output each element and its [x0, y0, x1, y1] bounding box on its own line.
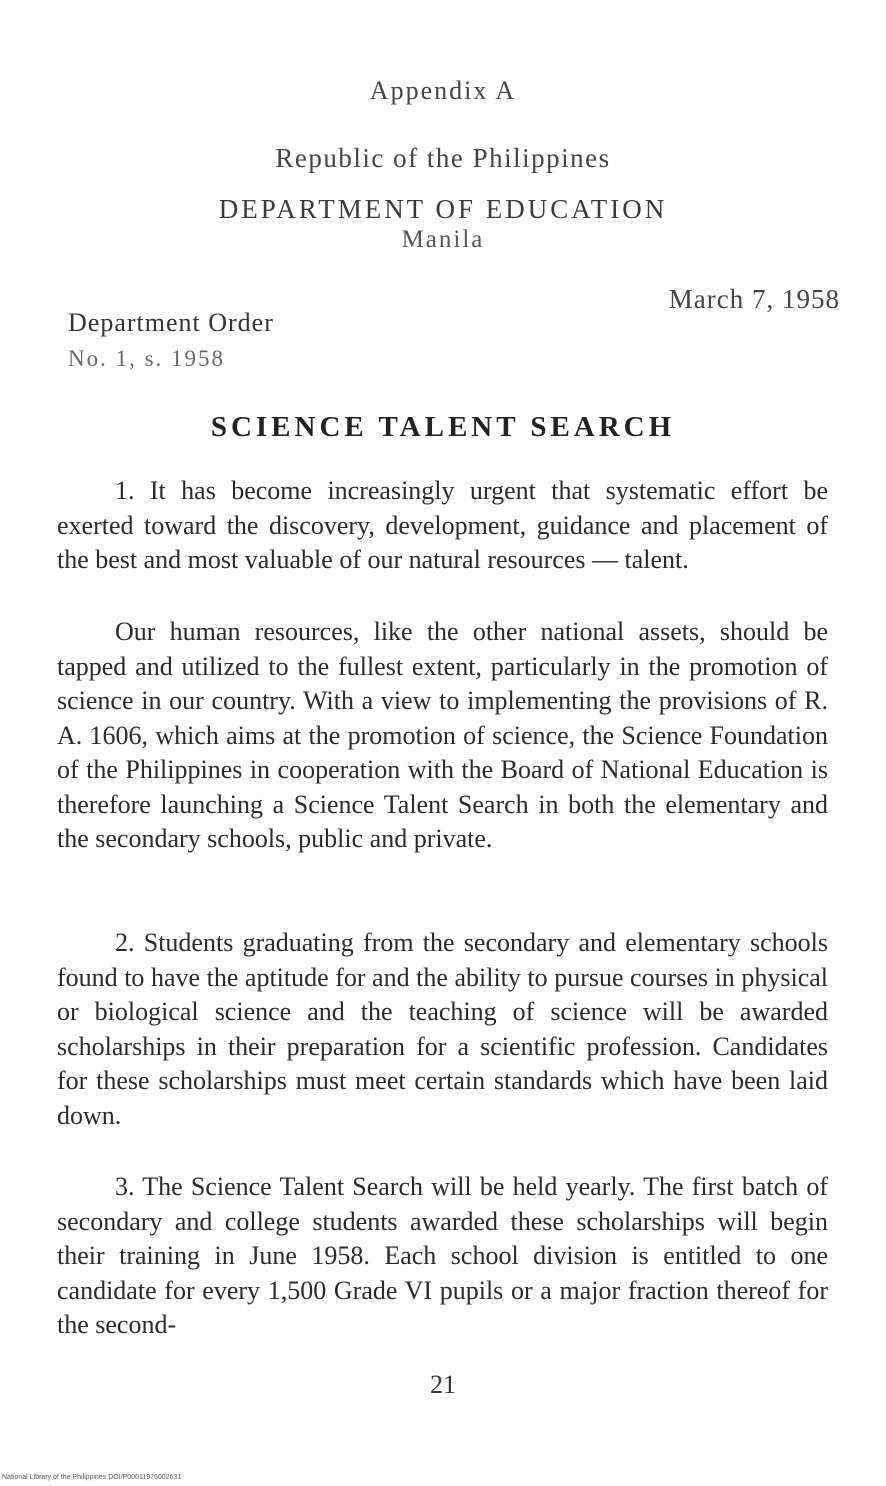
department-heading: DEPARTMENT OF EDUCATION — [218, 194, 668, 224]
paragraph-4: 3. The Science Talent Search will be held yearly. The first batch of secondary and college students awarded these scholarships will begin their training in June 1958. Each school division is entitled to one candidate for every 1,500 Grade VI pupils or a major fraction thereof for the second- — [57, 1172, 828, 1339]
order-date: March 7, 1958 — [668, 284, 840, 314]
paragraph-2: Our human resources, like the other national assets, should be tapped and utilized to the fullest extent, particularly in the promotion of science in our country. With a view to implementing the provisions of R. A. 1606, which aims at the promotion of science, the Science Foundation of the Philippines in cooperation with the Board of National Education is therefore launching a Science Talent Search in both the elementary and the secondary schools, public and private. — [57, 617, 828, 853]
city-heading: Manila — [401, 226, 485, 253]
page-number: 21 — [430, 1370, 456, 1399]
republic-heading: Republic of the Philippines — [275, 143, 611, 173]
appendix-label: Appendix A — [369, 76, 517, 105]
paragraph-1: 1. It has become increasingly urgent that systematic effort be exerted toward the discovery, development, guidance and placement of the best and most valuable of our natural resources — talent. — [57, 476, 828, 574]
order-label: Department Order — [68, 308, 274, 337]
footer-note: National Library of the Philippines DOI/P00011976002631 — [2, 1474, 182, 1481]
document-title: SCIENCE TALENT SEARCH — [210, 411, 676, 443]
order-number: No. 1, s. 1958 — [68, 346, 226, 371]
paragraph-3: 2. Students graduating from the secondary and elementary schools found to have the aptitude for and the ability to pursue courses in physical or biological science and the teaching of science will be awarded scholarships in their preparation for a scientific profession. Candidates for these scholarships must meet certain standards which have been laid down. — [57, 928, 828, 1130]
